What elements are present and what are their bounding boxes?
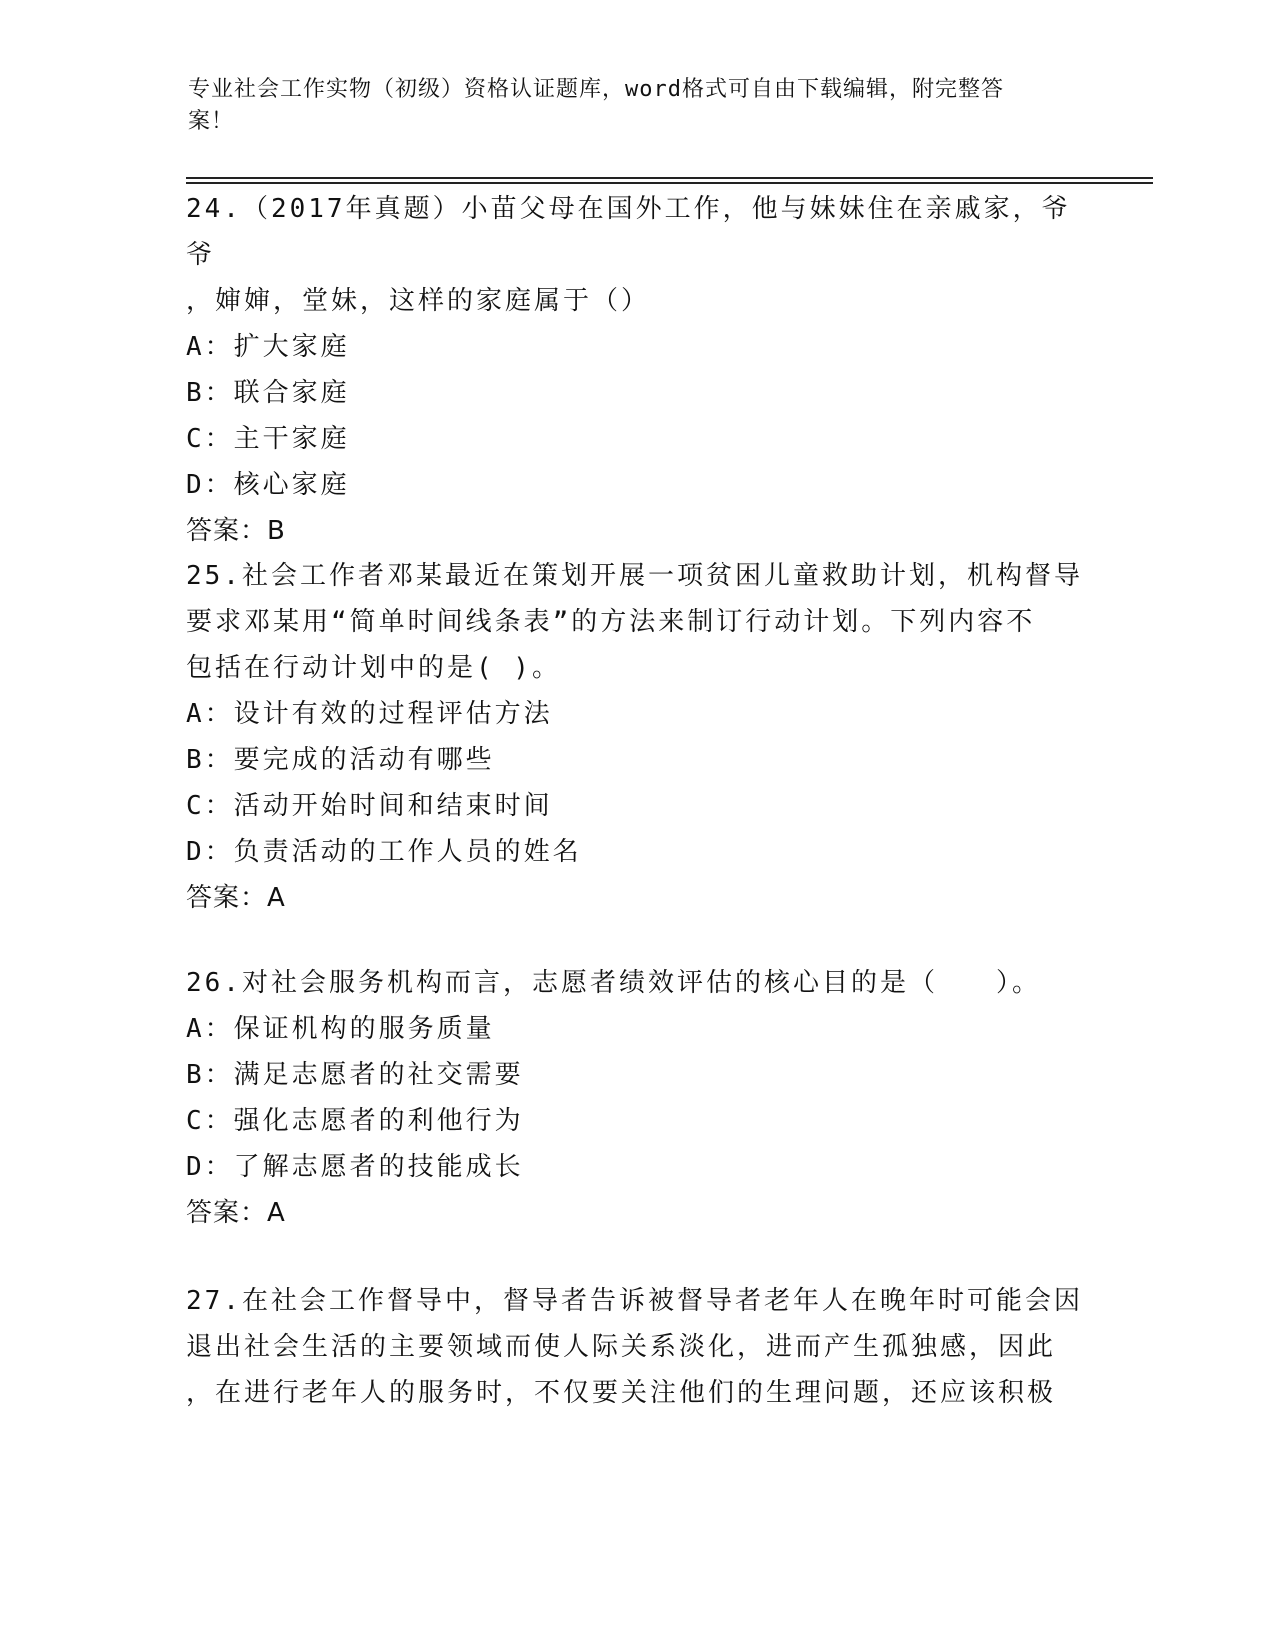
header-divider-bottom <box>186 182 1153 184</box>
option-b: B：要完成的活动有哪些 <box>186 745 495 775</box>
answer: 答案：A <box>186 883 286 913</box>
question-text-line: ，在进行老年人的服务时，不仅要关注他们的生理问题，还应该积极 <box>186 1378 1057 1408</box>
document-header <box>188 74 1068 138</box>
answer: 答案：A <box>186 1198 286 1228</box>
question-text-line: 要求邓某用“简单时间线条表”的方法来制订行动计划。下列内容不 <box>186 607 1036 637</box>
header-divider-top <box>186 177 1153 179</box>
option-c: C：强化志愿者的利他行为 <box>186 1106 524 1136</box>
question-27 <box>186 1278 1086 1416</box>
option-b: B：联合家庭 <box>186 378 350 408</box>
option-d: D：了解志愿者的技能成长 <box>186 1152 524 1182</box>
option-c: C：主干家庭 <box>186 424 350 454</box>
question-text-line: 退出社会生活的主要领域而使人际关系淡化，进而产生孤独感，因此 <box>186 1332 1057 1362</box>
question-text-line: 26.对社会服务机构而言，志愿者绩效评估的核心目的是（ ）。 <box>186 968 1041 998</box>
option-b: B：满足志愿者的社交需要 <box>186 1060 524 1090</box>
option-a: A：设计有效的过程评估方法 <box>186 699 553 729</box>
answer: 答案：B <box>186 516 286 546</box>
option-c: C：活动开始时间和结束时间 <box>186 791 553 821</box>
question-25 <box>186 553 1086 921</box>
option-a: A：扩大家庭 <box>186 332 350 362</box>
question-24 <box>186 186 1086 554</box>
option-a: A：保证机构的服务质量 <box>186 1014 495 1044</box>
option-d: D：核心家庭 <box>186 470 350 500</box>
question-text-line: ，婶婶，堂妹，这样的家庭属于（） <box>186 286 651 316</box>
question-text-line: 24.（2017年真题）小苗父母在国外工作，他与妹妹住在亲戚家，爷爷 <box>186 194 1071 270</box>
option-d: D：负责活动的工作人员的姓名 <box>186 837 582 867</box>
header-line-2: 案！ <box>188 109 235 134</box>
header-line-1: 专业社会工作实物（初级）资格认证题库，word格式可自由下载编辑，附完整答 <box>188 77 1004 102</box>
question-text-line: 25.社会工作者邓某最近在策划开展一项贫困儿童救助计划，机构督导 <box>186 561 1083 591</box>
question-text-line: 27.在社会工作督导中，督导者告诉被督导者老年人在晚年时可能会因 <box>186 1286 1083 1316</box>
question-26 <box>186 960 1086 1236</box>
question-text-line: 包括在行动计划中的是( )。 <box>186 653 561 683</box>
